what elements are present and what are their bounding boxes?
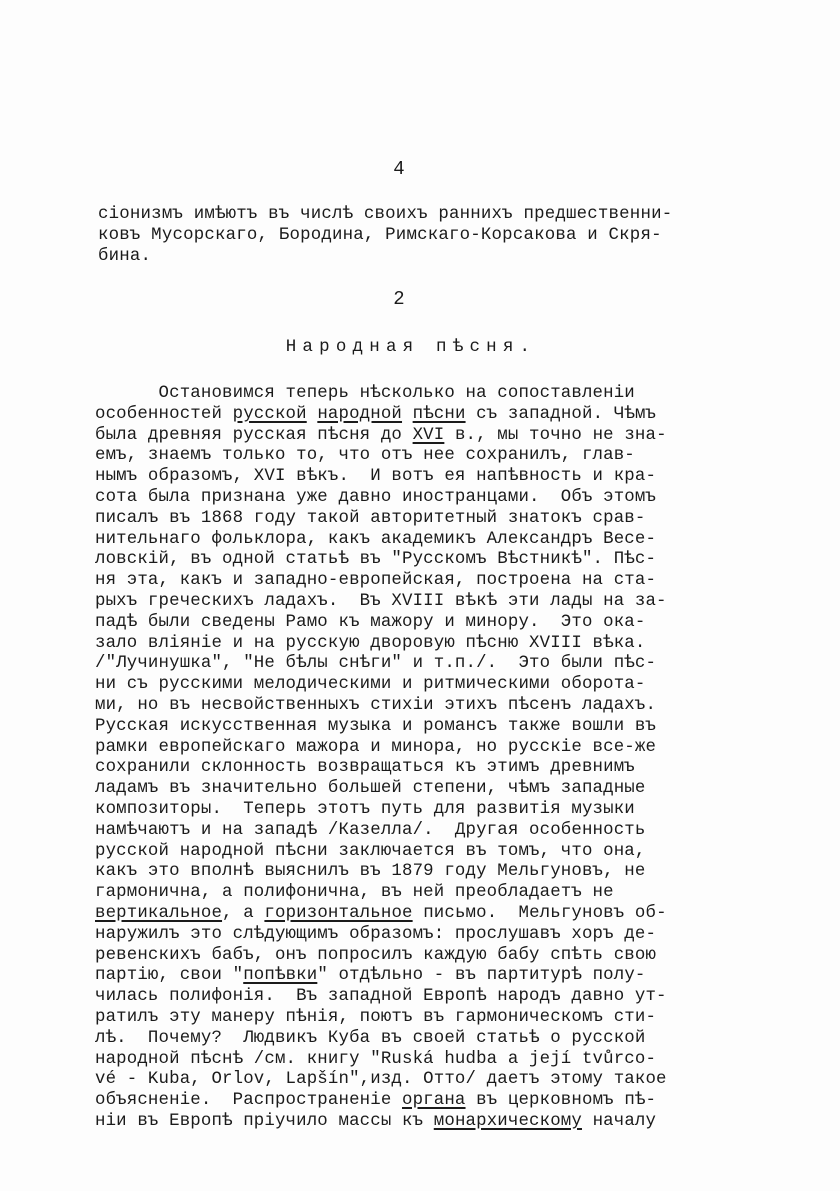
text-line xyxy=(95,592,735,613)
underlined-phrase: народной xyxy=(317,404,403,424)
text-segment: Остановимся теперь нѣсколько на сопоставленіи xyxy=(95,384,635,403)
section-number xyxy=(0,288,840,310)
section-body xyxy=(95,384,735,1133)
text-segment: Русская искусственная музыка и романсъ также вошли въ xyxy=(95,716,657,736)
text-line xyxy=(95,509,735,530)
text-segment: ратилъ эту манеру пѣнія, поютъ въ гармоническомъ сти- xyxy=(95,1007,657,1027)
text-segment: нымъ образомъ, XVI вѣкъ. И вотъ ея напѣвность и кра- xyxy=(95,467,657,487)
text-line xyxy=(95,446,735,467)
text-segment: , а xyxy=(222,903,265,923)
text-line: ковъ Мусорскаго, Бородина, Римскаго-Корсакова и Скря- xyxy=(98,226,662,245)
text-segment: объясненіе. Распространеніе xyxy=(95,1091,402,1111)
text-segment: русской народной пѣсни заключается въ томъ, что она, xyxy=(95,841,646,861)
text-segment: наружилъ это слѣдующимъ образомъ: прослушавъ хоръ де- xyxy=(95,924,657,944)
text-line: сіонизмъ имѣютъ въ числѣ своихъ раннихъ предшественни- xyxy=(98,205,673,224)
text-line xyxy=(95,1029,735,1050)
text-line xyxy=(95,779,735,800)
text-segment: ни съ русскими мелодическими и ритмическими оборота- xyxy=(95,675,646,695)
section-title-text: Народная пѣсня. xyxy=(285,337,537,357)
text-segment: зало вліяніе и на русскую дворовую пѣсню XVIII вѣка. xyxy=(95,633,646,653)
text-segment: нительнаго фольклора, какъ академикъ Александръ Весе- xyxy=(95,529,657,549)
underlined-phrase: органа xyxy=(402,1091,466,1111)
section-title xyxy=(0,337,840,357)
text-line xyxy=(95,1091,735,1112)
text-segment: в., мы точно не зна- xyxy=(444,425,667,445)
text-line xyxy=(95,842,735,863)
text-line xyxy=(95,467,735,488)
continuation-paragraph xyxy=(98,204,718,267)
text-segment: намѣчаютъ и на западѣ /Казелла/. Другая особенность xyxy=(95,820,646,840)
text-line xyxy=(95,1112,735,1133)
text-segment: ловскій, въ одной статьѣ въ "Русскомъ Вѣстникѣ". Пѣс- xyxy=(95,550,657,570)
underlined-phrase: попѣвки xyxy=(243,966,318,986)
underlined-phrase: русской xyxy=(232,404,307,424)
text-line xyxy=(95,966,735,987)
text-segment: ня эта, какъ и западно-европейская, построена на ста- xyxy=(95,571,657,591)
underlined-phrase: XVI xyxy=(412,425,445,445)
text-line xyxy=(95,530,735,551)
text-segment: рыхъ греческихъ ладахъ. Въ XVIII вѣкѣ эти лады на за- xyxy=(95,591,667,611)
text-line xyxy=(95,800,735,821)
text-segment: писалъ въ 1868 году такой авторитетный знатокъ срав- xyxy=(95,508,646,528)
text-line xyxy=(95,550,735,571)
text-segment: ладамъ въ значительно большей степени, чѣмъ западные xyxy=(95,779,646,799)
text-line xyxy=(95,1050,735,1071)
text-segment: народной пѣснѣ /см. книгу "Ruská hudba a její tvůrco- xyxy=(95,1049,657,1069)
text-segment xyxy=(307,405,318,424)
text-line xyxy=(95,717,735,738)
text-segment: композиторы. Теперь этотъ путь для развитія музыки xyxy=(95,799,635,819)
text-line xyxy=(95,925,735,946)
underlined-phrase: вертикальное xyxy=(95,903,223,923)
text-line xyxy=(95,384,735,405)
text-line xyxy=(95,946,735,967)
text-segment: въ церковномъ пѣ- xyxy=(465,1091,657,1111)
underlined-phrase: пѣсни xyxy=(412,404,466,424)
text-segment: /"Лучинушка", "Не бѣлы снѣги" и т.п./. Это были пѣс- xyxy=(95,654,657,674)
text-line xyxy=(95,862,735,883)
text-line xyxy=(95,405,735,426)
text-line: бина. xyxy=(98,247,152,266)
text-segment: рамки европейскаго мажора и минора, но русскіе все-же xyxy=(95,737,657,757)
text-line xyxy=(95,821,735,842)
text-line xyxy=(95,488,735,509)
text-segment: особенностей xyxy=(95,404,233,424)
text-segment: vé - Kuba, Orlov, Lapšín",изд. Отто/ даетъ этому такое xyxy=(95,1070,667,1090)
text-line xyxy=(95,1070,735,1091)
text-segment: сохранили склонность возвращаться къ этимъ древнимъ xyxy=(95,758,635,778)
text-segment: падѣ были сведены Рамо къ мажору и минору. Это ока- xyxy=(95,612,646,632)
text-segment: партію, свои " xyxy=(95,966,244,986)
text-segment: ніи въ Европѣ пріучило массы къ xyxy=(95,1111,434,1131)
text-segment: гармонична, а полифонична, въ ней преобладаетъ не xyxy=(95,883,614,903)
text-line xyxy=(95,738,735,759)
text-line xyxy=(95,634,735,655)
text-line xyxy=(95,1008,735,1029)
page-number-text: 4 xyxy=(393,158,405,180)
text-segment: съ западной. Чѣмъ xyxy=(465,404,657,424)
text-segment: сота была признана уже давно иностранцами. Объ этомъ xyxy=(95,487,657,507)
underlined-phrase: монархическому xyxy=(433,1111,582,1131)
underlined-phrase: горизонтальное xyxy=(264,903,413,923)
text-line xyxy=(95,758,735,779)
text-line xyxy=(95,613,735,634)
text-segment: " отдѣльно - въ партитурѣ полу- xyxy=(317,966,646,986)
text-segment: емъ, знаемъ только то, что отъ нее сохранилъ, глав- xyxy=(95,446,635,466)
text-segment xyxy=(402,405,413,424)
text-segment: ревенскихъ бабъ, онъ попросилъ каждую бабу спѣть свою xyxy=(95,945,657,965)
section-number-text: 2 xyxy=(393,288,405,310)
text-segment: лѣ. Почему? Людвикъ Куба въ своей статьѣ о русской xyxy=(95,1028,646,1048)
text-segment: какъ это вполнѣ выяснилъ въ 1879 году Мельгуновъ, не xyxy=(95,862,646,882)
text-segment: ми, но въ несвойственныхъ стихіи этихъ пѣсенъ ладахъ. xyxy=(95,695,657,715)
text-segment: чилась полифонія. Въ западной Европѣ народъ давно ут- xyxy=(95,987,667,1007)
text-line xyxy=(95,883,735,904)
text-segment: письмо. Мельгуновъ об- xyxy=(412,903,667,923)
text-segment: началу xyxy=(581,1111,657,1131)
text-segment: была древняя русская пѣсня до xyxy=(95,425,413,445)
page-number xyxy=(0,158,840,180)
text-line xyxy=(95,987,735,1008)
text-line xyxy=(95,696,735,717)
text-line xyxy=(95,426,735,447)
text-line xyxy=(95,571,735,592)
text-line xyxy=(95,675,735,696)
text-line xyxy=(95,654,735,675)
text-line xyxy=(95,904,735,925)
